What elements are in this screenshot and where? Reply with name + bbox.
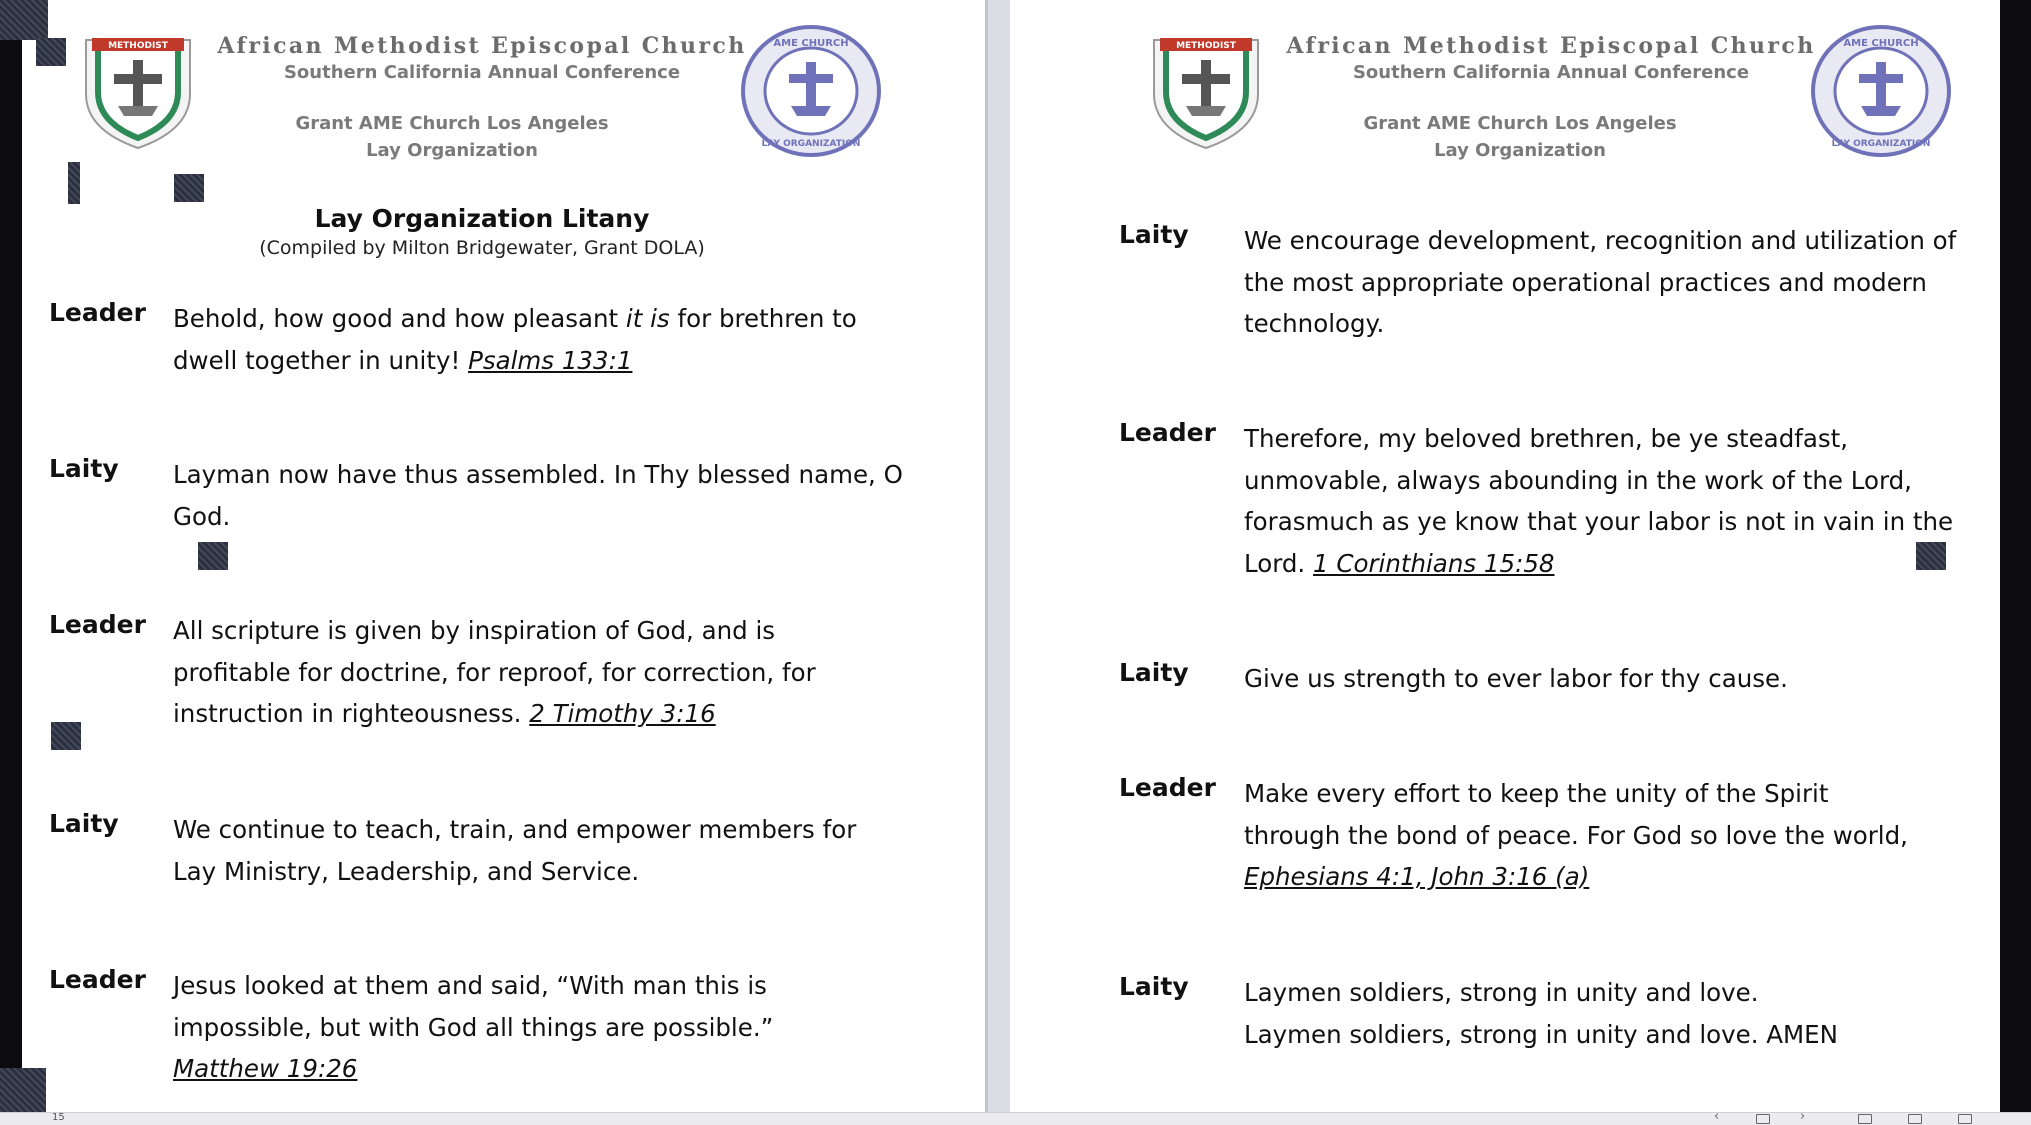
- seal-bottom-text: LAY ORGANIZATION: [1831, 139, 1931, 149]
- entry-text: [173, 610, 973, 735]
- role-label: Leader: [49, 610, 146, 639]
- text-line: the most appropriate operational practices and modern: [1244, 267, 1927, 297]
- text-line: Jesus looked at them and said, “With man this is: [173, 971, 767, 1000]
- single-page-view-icon[interactable]: [1756, 1114, 1770, 1124]
- logo-banner-text: METHODIST: [1176, 41, 1236, 51]
- role-label: Leader: [49, 965, 146, 994]
- role-label: Leader: [1119, 773, 1216, 802]
- ame-shield-logo: [78, 34, 198, 156]
- two-page-view-icon[interactable]: [1958, 1114, 1972, 1124]
- text-line: We continue to teach, train, and empower members for: [173, 815, 857, 844]
- scripture-reference[interactable]: Psalms 133:1: [468, 345, 633, 375]
- role-label: Laity: [1119, 658, 1189, 687]
- role-label: Laity: [49, 454, 119, 483]
- scripture-reference[interactable]: 1 Corinthians 15:58: [1312, 548, 1555, 578]
- conference-name: Southern California Annual Conference: [283, 62, 681, 83]
- text-line: We encourage development, recognition and utilization of: [1244, 226, 1957, 255]
- redaction-mark: [51, 722, 81, 750]
- redaction-mark: [174, 174, 204, 202]
- unit-name: Lay Organization: [366, 140, 538, 161]
- text-segment: Behold, how good and how pleasant: [173, 304, 626, 333]
- scripture-reference[interactable]: 2 Timothy 3:16: [529, 699, 716, 728]
- viewer-status-bar: [0, 1109, 2031, 1125]
- entry-text: [1244, 773, 2000, 898]
- text-line: through the bond of peace. For God so love the world,: [1244, 820, 1908, 850]
- header-block: [1271, 33, 1831, 83]
- header-block: [202, 33, 762, 83]
- role-label: Laity: [1119, 220, 1189, 249]
- chevron-right-icon[interactable]: ›: [1800, 1109, 1806, 1124]
- litany-subtitle: (Compiled by Milton Bridgewater, Grant DOLA): [259, 237, 705, 259]
- text-line: technology.: [1244, 309, 1385, 338]
- text-line: Laymen soldiers, strong in unity and love.: [1244, 978, 1759, 1007]
- lay-organization-seal: [1809, 24, 1953, 162]
- page-right: [1010, 0, 2000, 1112]
- org-name: African Methodist Episcopal Church: [1286, 33, 1816, 59]
- text-line: Lord.: [1244, 548, 1313, 578]
- church-block: [1285, 110, 1755, 164]
- page-indicator: 15: [52, 1112, 65, 1123]
- redaction-mark: [198, 542, 228, 570]
- scripture-reference[interactable]: Ephesians 4:1, John 3:16 (a): [1244, 862, 1590, 891]
- seal-top-text: AME CHURCH: [1843, 38, 1919, 49]
- ame-shield-logo: [1146, 34, 1266, 156]
- text-segment: dwell together in unity!: [173, 345, 469, 375]
- church-name: Grant AME Church Los Angeles: [1363, 113, 1677, 134]
- read-mode-icon[interactable]: [1858, 1114, 1872, 1124]
- redaction-mark: [0, 0, 48, 40]
- unit-name: Lay Organization: [1434, 140, 1606, 161]
- entry-text: [1244, 220, 2000, 345]
- page-left: [22, 0, 985, 1112]
- litany-title-block: [142, 204, 822, 259]
- seal-top-text: AME CHURCH: [773, 38, 849, 49]
- entry-text: [173, 965, 973, 1090]
- redaction-mark: [0, 1068, 46, 1112]
- grid-view-icon[interactable]: [1908, 1114, 1922, 1124]
- text-line: All scripture is given by inspiration of God, and is: [173, 616, 776, 645]
- logo-banner-text: METHODIST: [108, 41, 168, 51]
- church-name: Grant AME Church Los Angeles: [295, 113, 609, 134]
- text-line: unmovable, always abounding in the work of the Lord,: [1244, 465, 1912, 495]
- text-line: profitable for doctrine, for reproof, for correction, for: [173, 657, 816, 687]
- text-line: Therefore, my beloved brethren, be ye steadfast,: [1244, 424, 1849, 453]
- chevron-left-icon[interactable]: ‹: [1714, 1109, 1720, 1124]
- text-line: Give us strength to ever labor for thy cause.: [1244, 664, 1788, 693]
- role-label: Laity: [1119, 972, 1189, 1001]
- left-frame-edge: [0, 0, 22, 1125]
- redaction-mark: [1916, 542, 1946, 570]
- role-label: Laity: [49, 809, 119, 838]
- entry-text: [173, 298, 973, 381]
- text-line: Lay Ministry, Leadership, and Service.: [173, 856, 640, 886]
- lay-organization-seal: [739, 24, 883, 162]
- scripture-reference[interactable]: Matthew 19:26: [173, 1054, 358, 1083]
- redaction-mark: [68, 162, 80, 204]
- seal-bottom-text: LAY ORGANIZATION: [761, 139, 861, 149]
- entry-text: [173, 454, 973, 537]
- entry-text: [1244, 972, 2000, 1055]
- church-block: [217, 110, 687, 164]
- text-segment-italic: it is: [625, 304, 670, 333]
- litany-title: Lay Organization Litany: [314, 204, 650, 233]
- entry-text: [1244, 418, 2000, 584]
- text-line: instruction in righteousness.: [173, 699, 530, 728]
- role-label: Leader: [1119, 418, 1216, 447]
- role-label: Leader: [49, 298, 146, 327]
- redaction-mark: [36, 38, 66, 66]
- page-divider: [985, 0, 1010, 1112]
- conference-name: Southern California Annual Conference: [1352, 62, 1750, 83]
- org-name: African Methodist Episcopal Church: [217, 33, 747, 59]
- text-line: God.: [173, 501, 231, 531]
- text-segment: for brethren to: [669, 304, 857, 333]
- text-line: forasmuch as ye know that your labor is not in vain in the: [1244, 507, 1954, 536]
- entry-text: [173, 809, 973, 892]
- right-frame-edge: [2000, 0, 2031, 1125]
- text-line: Make every effort to keep the unity of the Spirit: [1244, 779, 1829, 808]
- text-line: impossible, but with God all things are possible.”: [173, 1012, 774, 1042]
- text-line: Layman now have thus assembled. In Thy blessed name, O: [173, 460, 903, 489]
- text-line: Laymen soldiers, strong in unity and love. AMEN: [1244, 1019, 1838, 1049]
- entry-text: [1244, 658, 2000, 700]
